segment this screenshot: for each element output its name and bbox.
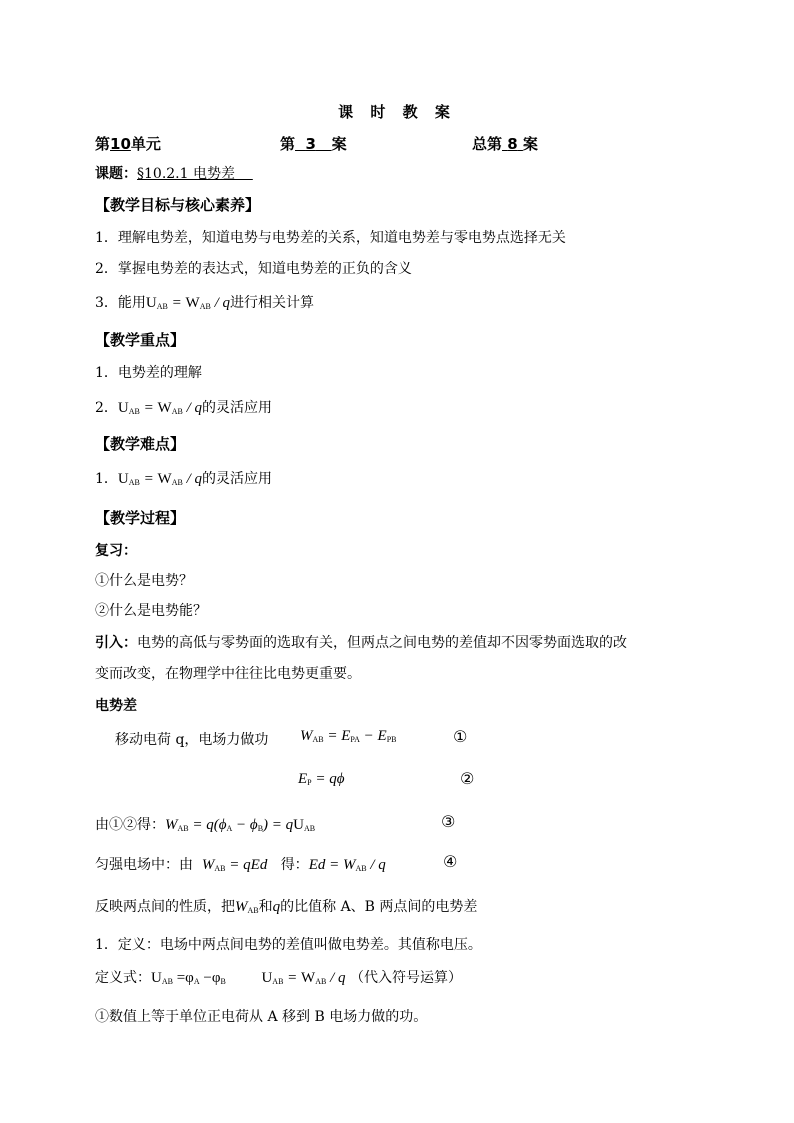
intro-line-1: 引入：电势的高低与零势面的选取有关，但两点之间电势的差值却不因零势面选取的改 [95, 635, 627, 651]
total-number: 8 [507, 135, 518, 153]
definition-formula-a: $U_{AB} =\varphi_A -\varphi_B$ [151, 970, 226, 986]
equation-1-text: 移动电荷 q，电场力做功 [115, 732, 269, 748]
objective-3: 3．能用$U_{AB} = W_{AB} / q$进行相关计算 [95, 295, 314, 311]
case-label: 第 3 案 [280, 135, 347, 153]
equation-3-marker: ③ [441, 812, 456, 831]
page-title: 课 时 教 案 [338, 103, 456, 121]
equation-2: $E_P = q\phi$ [298, 771, 345, 787]
topic-line: 课题：§10.2.1 电势差 [95, 163, 253, 183]
review-question-2: ②什么是电势能？ [95, 603, 207, 619]
formula-uab: $U_{AB} = W_{AB} / q$ [117, 400, 202, 416]
equation-2-marker: ② [460, 769, 475, 788]
process-heading: 【教学过程】 [95, 509, 186, 527]
equation-3-line: 由①②得：$W_{AB} = q(\phi_A - \phi_B) = qU_{AB}$ [95, 817, 316, 833]
formula-uab: $U_{AB} = W_{AB} / q$ [145, 295, 230, 311]
key-point-1: 1．电势差的理解 [95, 365, 202, 381]
review-label: 复习： [95, 543, 137, 559]
equation-4-marker: ④ [443, 852, 458, 871]
review-question-1: ①什么是电势？ [95, 573, 193, 589]
equation-4a: $W_{AB}$ = qEd [201, 857, 268, 873]
ratio-text: 反映两点间的性质，把$W_{AB}$和q的比值称 A、B 两点间的电势差 [95, 899, 478, 915]
equation-3: $W_{AB} = q(\phi_A - \phi_B) = qU_{AB}$ [165, 817, 316, 833]
section-title: 电势差 [95, 698, 137, 714]
equation-4b: $Ed = W_{AB} / q$ [308, 857, 386, 873]
total-label: 总第 8 案 [472, 135, 538, 153]
equation-1: $W_{AB} = E_{PA} - E_{PB}$ [300, 728, 397, 744]
difficulties-heading: 【教学难点】 [95, 435, 186, 453]
objective-2: 2．掌握电势差的表达式，知道电势差的正负的含义 [95, 261, 412, 277]
key-point-2: 2．$U_{AB} = W_{AB} / q$的灵活应用 [95, 400, 272, 416]
unit-number: 10 [110, 135, 131, 153]
difficulty-1: 1．$U_{AB} = W_{AB} / q$的灵活应用 [95, 471, 272, 487]
topic-text: §10.2.1 电势差 [137, 166, 235, 182]
key-points-heading: 【教学重点】 [95, 331, 186, 349]
objective-1: 1．理解电势差，知道电势与电势差的关系，知道电势差与零电势点选择无关 [95, 230, 566, 246]
equation-1-marker: ① [453, 727, 468, 746]
objectives-heading: 【教学目标与核心素养】 [95, 196, 261, 214]
unit-label: 第10单元 [95, 135, 161, 153]
formula-uab: $U_{AB} = W_{AB} / q$ [117, 471, 202, 487]
equation-4-line: 匀强电场中：由 $W_{AB}$ = qEd 得：$Ed = W_{AB} / q$ [95, 857, 386, 873]
definition-formula-line: 定义式：$U_{AB} =\varphi_A -\varphi_B$ $U_{AB} = W_{AB} / q$ （代入符号运算） [95, 970, 462, 986]
definition-1: 1．定义：电场中两点间电势的差值叫做电势差。其值称电压。 [95, 937, 482, 953]
case-number: 3 [305, 135, 316, 153]
definition-formula-b: $U_{AB} = W_{AB} / q$ [261, 970, 346, 986]
note-1: ①数值上等于单位正电荷从 A 移到 B 电场力做的功。 [95, 1009, 428, 1025]
intro-line-2: 变而改变，在物理学中往往比电势更重要。 [95, 666, 361, 682]
